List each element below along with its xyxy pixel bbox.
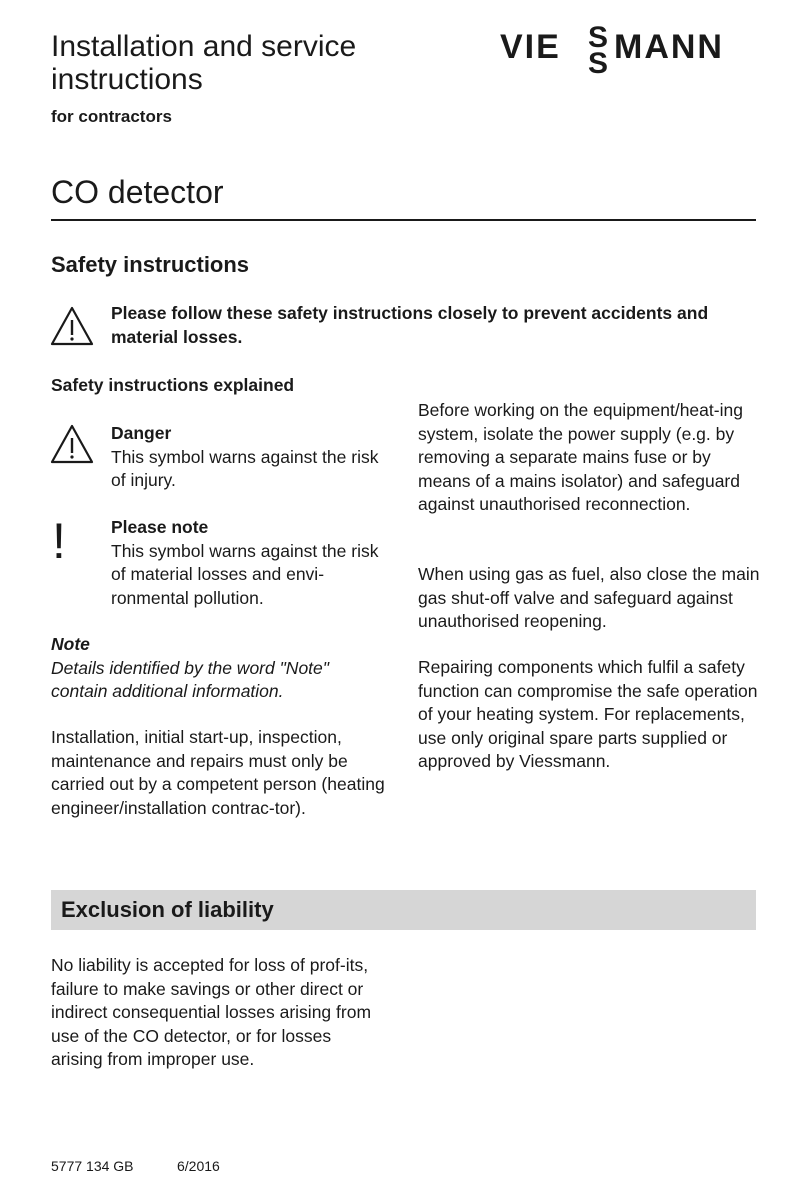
note-label: Note (51, 634, 90, 654)
product-title: CO detector (51, 174, 224, 210)
exclamation-icon: ! (52, 513, 66, 569)
title-divider (51, 219, 756, 221)
note-body: Details identified by the word "Note" contain additional information. (51, 657, 329, 701)
document-number: 5777 134 GB (51, 1158, 134, 1174)
please-note-explanation (111, 516, 391, 610)
safety-heading: Safety instructions (51, 252, 250, 277)
warning-triangle-icon (50, 305, 94, 347)
svg-text:MANN: MANN (614, 28, 724, 66)
liability-paragraph: No liability is accepted for loss of prof-its, failure to make savings or other direct or indirect consequential losses arising from use of the CO detector, or for losses arising from improper use. (51, 955, 372, 1069)
competent-person-paragraph: Installation, initial start-up, inspection, maintenance and repairs must only be carried out by a competent person (heating engineer/installation contrac-tor). (51, 727, 385, 818)
please-note-title: Please note (111, 517, 209, 537)
danger-title: Danger (111, 423, 172, 443)
note-block (51, 633, 386, 704)
document-title-line1: Installation and service (51, 30, 357, 63)
svg-text:VIE: VIE (500, 28, 561, 66)
document-date: 6/2016 (177, 1158, 220, 1174)
document-title (51, 30, 356, 96)
power-isolation-paragraph: Before working on the equipment/heat-ing system, isolate the power supply (e.g. by removing a separate mains fuse or by means of a mains isolator) and safeguard against unauthorised reconnection. (418, 400, 743, 514)
svg-text:S: S (588, 21, 609, 54)
safety-explained-heading: Safety instructions explained (51, 375, 295, 395)
spare-parts-paragraph: Repairing components which fulfil a safety function can compromise the safe operation of your heating system. For replacements, use only original spare parts supplied or approved by Viessmann. (418, 657, 758, 771)
document-title-line2: instructions (51, 63, 203, 96)
viessmann-logo (500, 18, 760, 78)
danger-explanation (111, 422, 391, 493)
danger-text: This symbol warns against the risk of injury. (111, 446, 379, 490)
please-note-text: This symbol warns against the risk of material losses and envi-ronmental pollution. (111, 540, 379, 608)
safety-intro-warning: Please follow these safety instructions closely to prevent accidents and material losses. (111, 303, 709, 347)
liability-heading: Exclusion of liability (61, 897, 274, 922)
svg-text:S: S (588, 47, 609, 78)
audience-label: for contractors (51, 107, 172, 126)
gas-valve-paragraph: When using gas as fuel, also close the main gas shut-off valve and safeguard against unauthorised reopening. (418, 564, 760, 631)
danger-triangle-icon (50, 423, 94, 465)
